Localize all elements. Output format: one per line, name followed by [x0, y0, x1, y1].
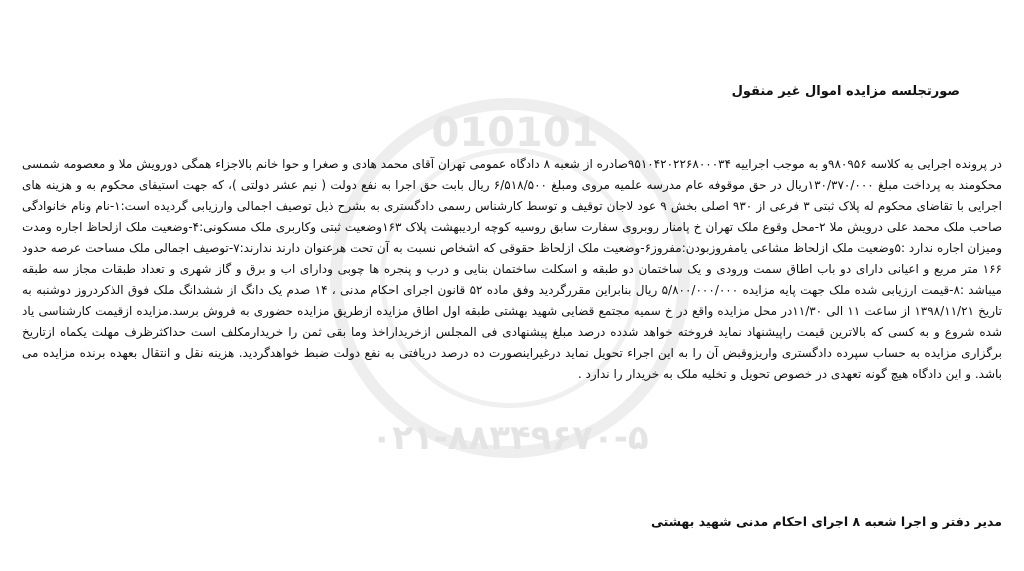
signature-line: مدیر دفتر و اجرا شعبه ۸ اجرای احکام مدنی شهید بهشتی [650, 514, 1002, 529]
document-title: صورتجلسه مزایده اموال غیر منقول [731, 84, 960, 99]
watermark-phone-number: ۰۲۱-۸۸۳۴۹۶۷۰-۵ [371, 418, 649, 458]
document-body: در پرونده اجرایی به کلاسه ۹۸۰۹۵۶و به موجب اجراییه ۹۵۱۰۴۲۰۲۲۶۸۰۰۰۳۴صادره از شعبه ۸ دادگاه عمومی تهران آقای محمد هادی و صغرا و حوا خانم بالاجزاء همگی دورویش ملا و معصومه شمسی محکومند به پرداخت مبلغ ۱۳۰/۳۷۰/۰۰۰ریال در حق موقوفه عام مدرسه علمیه مروی ومبلغ ۶/۵۱۸/۵۰۰ ریال بابت حق اجرا به نفع دولت ( نیم عشر دولتی )، که جهت استیفای محکوم به و هزینه های اجرایی با تقاضای محکوم له پلاک ثبتی ۳ فرعی از ۹۳۰ اصلی بخش ۹ عود لاجان توقیف و توسط کارشناس رسمی دادگستری به بشرح ذیل توصیف اجمالی وارزیابی گردیده است:۱-نام ونام خانوادگی صاحب ملک محمد علی درویش ملا ۲-محل وقوع ملک تهران خ پامنار روبروی سفارت سابق روسیه کوچه اردیبهشت پلاک ۱۶۳وضعیت ثبتی وکاربری ملک مسکونی:۴-وضعیت ملک ازلحاظ اجاره ومدت ومیزان اجاره ندارد :۵وضعیت ملک ازلحاظ مشاعی یامفروزبودن:مفروز۶-وضعیت ملک ازلحاظ حقوقی که اشخاص نسبت به آن تحت هرعنوان دارند ندارند:۷-توصیف اجمالی ملک مساحت عرصه حدود ۱۶۶ متر مربع و اعیانی دارای دو باب اطاق سمت ورودی و یک ساختمان دو طبقه و اسکلت ساختمان بنایی و درب و پنجره ها چوبی ودارای اب و برق و گاز شهری و تعداد طبقات مجاز سه طبقه میباشد :۸-قیمت ارزیابی شده ملک جهت پایه مزایده ۵/۸۰۰/۰۰۰/۰۰۰ ریال بنابراین مقررگردید وفق ماده ۵۲ قانون اجرای احکام مدنی ، ۱۴ صدم یک دانگ از ششدانگ ملک فوق الذکردروز دوشنبه به تاریخ ۱۳۹۸/۱۱/۲۱ از ساعت ۱۱ الی ۱۱/۳۰در محل مزایده واقع در خ سمیه مجتمع قضایی شهید بهشتی طبقه اول اطاق مزایده ازطریق مزایده حضوری به فروش برسد.مزایده ازقیمت کارشناسی یاد شده شروع و به کسی که بالاترین قیمت راپیشنهاد نماید فروخته خواهد شدده درصد مبلغ پیشنهادی فی المجلس ازخریداراخذ وما بقی ثمن را خریدارمکلف است حداکثرظرف مهلت یکماه ازتاریخ برگزاری مزایده به حساب سپرده دادگستری واریزوقبض آن را به این اجراء تحویل نماید درغیراینصورت ده درصد دریافتی به نفع دولت ضبط خواهدگردید. هزینه نقل و انتقال بعهده برنده مزایده می باشد. و این دادگاه هیچ گونه تعهدی در خصوص تحویل و تخلیه ملک به خریدار را ندارد . [22, 157, 1003, 381]
watermark-top-number: 010101 [431, 110, 599, 156]
